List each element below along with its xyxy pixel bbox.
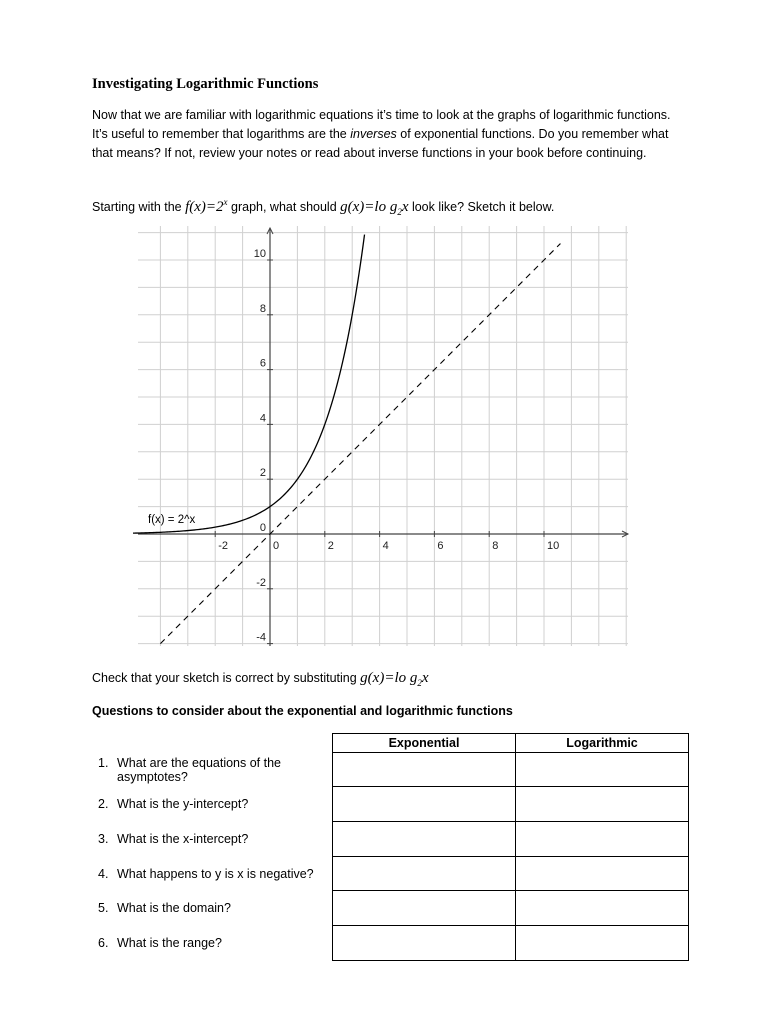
tick-labels bbox=[215, 248, 559, 644]
logarithmic-answer-cell[interactable] bbox=[516, 753, 689, 787]
y-tick-label: 10 bbox=[253, 248, 266, 260]
exponential-graph bbox=[130, 226, 630, 656]
x-tick-label: -2 bbox=[218, 540, 228, 552]
y-tick-label: 4 bbox=[259, 412, 266, 425]
identity-line bbox=[160, 244, 560, 644]
y-tick-label: -4 bbox=[256, 631, 266, 644]
x-tick-label: 10 bbox=[547, 540, 560, 552]
table-row bbox=[92, 857, 689, 891]
questions-table bbox=[92, 733, 689, 961]
question-text: What is the domain? bbox=[117, 901, 231, 915]
header-exponential: Exponential bbox=[333, 734, 516, 753]
logarithmic-answer-cell[interactable] bbox=[516, 891, 689, 926]
question-cell bbox=[92, 926, 333, 961]
question-text: What are the equations of the asymptotes? bbox=[117, 755, 281, 784]
exponential-answer-cell[interactable] bbox=[333, 891, 516, 926]
y-tick-label: 6 bbox=[259, 357, 266, 370]
g-expression-check: g(x)=lo $g_2x$ bbox=[360, 670, 429, 688]
question-cell bbox=[92, 753, 333, 787]
question-text: What happens to y is x is negative? bbox=[117, 866, 314, 881]
table-row bbox=[92, 891, 689, 926]
question-cell bbox=[92, 857, 333, 891]
g-expression: g(x)=lo $g_2x$ bbox=[340, 199, 409, 217]
logarithmic-answer-cell[interactable] bbox=[516, 857, 689, 891]
question-text: What is the range? bbox=[117, 936, 222, 950]
question-cell bbox=[92, 822, 333, 857]
exponential-answer-cell[interactable] bbox=[333, 787, 516, 822]
table-row bbox=[92, 753, 689, 787]
intro-paragraph: Now that we are familiar with logarithmic equations it’s time to look at the graphs of logarithmic functions. It’s useful to remember that logarithms are the inverses of exponential functions. Do you remember what that means? If not, review your notes or read about inverse functions in your book before continuing. bbox=[92, 108, 671, 160]
logarithmic-answer-cell[interactable] bbox=[516, 787, 689, 822]
check-instruction: Check that your sketch is correct by substituting g(x)=lo $g_2x$ bbox=[92, 670, 429, 688]
exponential-answer-cell[interactable] bbox=[333, 926, 516, 961]
function-label: f(x) = 2^x bbox=[148, 514, 196, 526]
inverses-emphasis: inverses bbox=[350, 127, 397, 141]
exponential-answer-cell[interactable] bbox=[333, 753, 516, 787]
y-tick-label: 0 bbox=[259, 522, 266, 534]
exponential-answer-cell[interactable] bbox=[333, 822, 516, 857]
sketch-prompt: Starting with the $f(x)=2^x$ graph, what should g(x)=lo $g_2x$ look like? Sketch it below. bbox=[92, 197, 555, 217]
x-tick-label: 0 bbox=[273, 540, 280, 552]
y-tick-label: 8 bbox=[259, 302, 266, 315]
x-tick-label: 2 bbox=[327, 540, 334, 552]
page-title: Investigating Logarithmic Functions bbox=[92, 76, 319, 92]
questions-heading: Questions to consider about the exponential and logarithmic functions bbox=[92, 704, 513, 718]
x-tick-label: 4 bbox=[382, 540, 389, 552]
question-text: What is the y-intercept? bbox=[117, 797, 249, 811]
exponential-curve bbox=[133, 235, 365, 534]
x-tick-label: 8 bbox=[492, 540, 499, 552]
exponential-answer-cell[interactable] bbox=[333, 857, 516, 891]
table-row bbox=[92, 822, 689, 857]
table-row bbox=[92, 787, 689, 822]
table-row bbox=[92, 926, 689, 961]
blank-header bbox=[92, 734, 333, 753]
question-cell bbox=[92, 787, 333, 822]
question-number: 2. bbox=[98, 797, 109, 811]
x-tick-label: 6 bbox=[437, 540, 444, 552]
question-cell bbox=[92, 891, 333, 926]
question-number: 5. bbox=[98, 901, 109, 915]
f-expression: $f(x)=2^x$ bbox=[185, 197, 228, 215]
logarithmic-answer-cell[interactable] bbox=[516, 822, 689, 857]
y-tick-label: 2 bbox=[259, 467, 266, 480]
header-logarithmic: Logarithmic bbox=[516, 734, 689, 753]
grid-lines bbox=[138, 226, 628, 646]
axes bbox=[138, 228, 628, 646]
question-number: 3. bbox=[98, 832, 109, 846]
question-number: 1. bbox=[98, 755, 109, 770]
question-text: What is the x-intercept? bbox=[117, 832, 249, 846]
question-number: 6. bbox=[98, 936, 109, 950]
logarithmic-answer-cell[interactable] bbox=[516, 926, 689, 961]
y-tick-label: -2 bbox=[256, 576, 266, 589]
question-number: 4. bbox=[98, 866, 109, 881]
series bbox=[133, 235, 560, 644]
